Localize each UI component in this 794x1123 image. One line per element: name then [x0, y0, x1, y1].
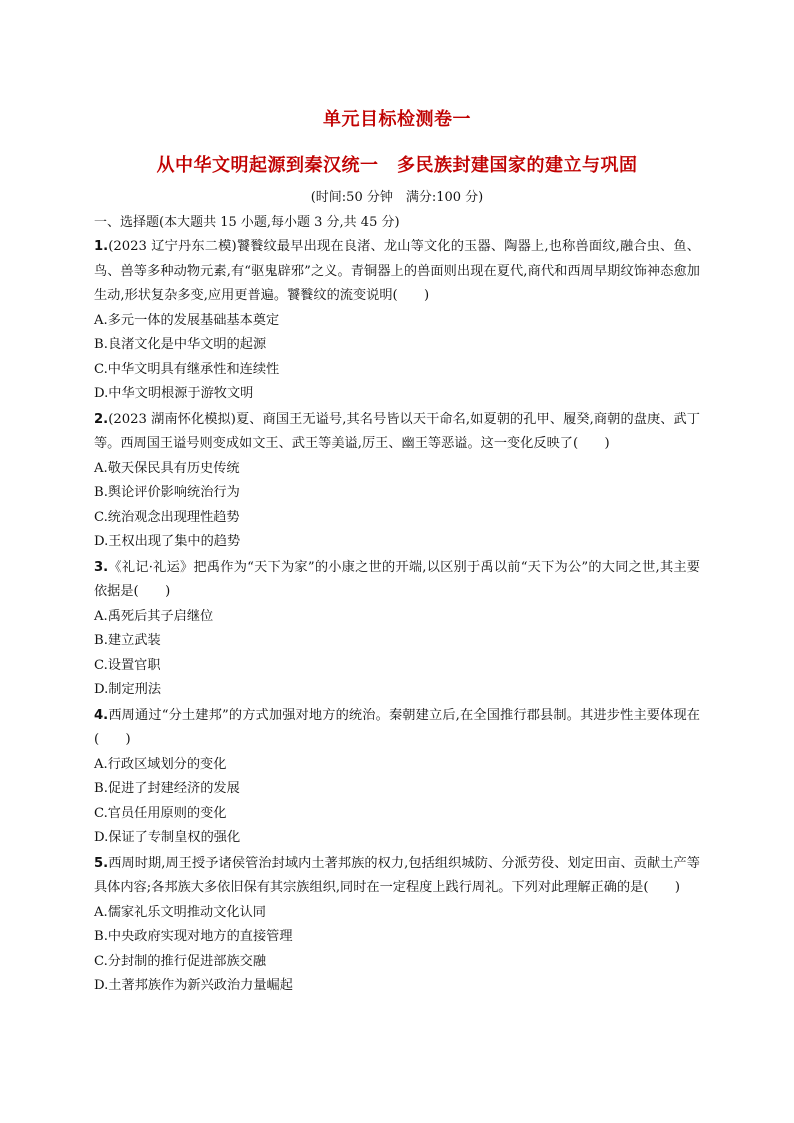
question-3-stem [94, 556, 700, 605]
question-3 [94, 556, 700, 703]
question-5-option-a[interactable]: A.儒家礼乐文明推动文化认同 [94, 904, 266, 920]
question-2-text: (2023 湖南怀化模拟)夏、商国王无谥号,其名号皆以天干命名,如夏朝的孔甲、履癸,商朝的盘庚、武丁等。西周国王谥号则变成如文王、武王等美谥,厉王、幽王等恶谥。这一变化反映了( ) [94, 411, 700, 451]
question-4-option-c[interactable]: C.官员任用原则的变化 [94, 805, 227, 821]
question-1-option-a[interactable]: A.多元一体的发展基础基本奠定 [94, 312, 280, 328]
question-2 [94, 408, 700, 555]
question-2-option-c[interactable]: C.统治观念出现理性趋势 [94, 509, 240, 525]
question-3-option-c[interactable]: C.设置官职 [94, 657, 161, 673]
question-1-text: (2023 辽宁丹东二模)饕餮纹最早出现在良渚、龙山等文化的玉器、陶器上,也称兽面纹,融合虫、鱼、鸟、兽等多种动物元素,有“驱鬼辟邪”之义。青铜器上的兽面则出现在夏代,商代和西周早期纹饰神态愈加生动,形状复杂多变,应用更普遍。饕餮纹的流变说明( ) [94, 239, 700, 303]
question-1-option-c[interactable]: C.中华文明具有继承性和连续性 [94, 361, 280, 377]
question-4-text: 西周通过“分土建邦”的方式加强对地方的统治。秦朝建立后,在全国推行郡县制。其进步性主要体现在( ) [94, 707, 700, 747]
question-3-option-b[interactable]: B.建立武装 [94, 633, 161, 648]
question-4-number: 4. [94, 707, 109, 723]
page-subtitle: 从中华文明起源到秦汉统一 多民族封建国家的建立与巩固 [156, 155, 638, 176]
question-1-option-d[interactable]: D.中华文明根源于游牧文明 [94, 386, 254, 401]
question-1-stem [94, 235, 700, 309]
question-5-option-c[interactable]: C.分封制的推行促进部族交融 [94, 953, 267, 969]
question-2-option-d[interactable]: D.王权出现了集中的趋势 [94, 534, 241, 549]
question-1-number: 1. [94, 239, 109, 254]
question-1-option-b[interactable]: B.良渚文化是中华文明的起源 [94, 337, 267, 352]
question-3-option-d[interactable]: D.制定刑法 [94, 682, 162, 697]
question-2-stem [94, 408, 700, 457]
page-title: 单元目标检测卷一 [323, 109, 471, 130]
question-5 [94, 852, 700, 999]
question-4 [94, 704, 700, 851]
question-1 [94, 235, 700, 407]
question-4-option-a[interactable]: A.行政区域划分的变化 [94, 756, 227, 772]
question-5-option-b[interactable]: B.中央政府实现对地方的直接管理 [94, 929, 293, 944]
question-3-text: 《礼记·礼运》把禹作为“天下为家”的小康之世的开端,以区别于禹以前“天下为公”的大同之世,其主要依据是( ) [94, 559, 700, 599]
question-3-option-a[interactable]: A.禹死后其子启继位 [94, 608, 214, 624]
question-2-number: 2. [94, 411, 109, 427]
question-3-number: 3. [94, 559, 109, 575]
question-2-option-a[interactable]: A.敬天保民具有历史传统 [94, 460, 240, 476]
question-5-number: 5. [94, 855, 109, 871]
question-4-option-d[interactable]: D.保证了专制皇权的强化 [94, 830, 241, 845]
question-4-option-b[interactable]: B.促进了封建经济的发展 [94, 781, 240, 796]
question-5-text: 西周时期,周王授予诸侯管治封域内土著邦族的权力,包括组织城防、分派劳役、划定田亩、贡献土产等具体内容;各邦族大多依旧保有其宗族组织,同时在一定程度上践行周礼。下列对此理解正确的是( ) [94, 855, 700, 895]
question-5-option-d[interactable]: D.土著邦族作为新兴政治力量崛起 [94, 978, 293, 993]
question-5-stem [94, 852, 700, 901]
question-4-stem [94, 704, 700, 753]
time-info: (时间:50 分钟 满分:100 分) [310, 190, 484, 205]
question-2-option-b[interactable]: B.舆论评价影响统治行为 [94, 485, 240, 500]
section-heading: 一、选择题(本大题共 15 小题,每小题 3 分,共 45 分) [94, 215, 400, 230]
